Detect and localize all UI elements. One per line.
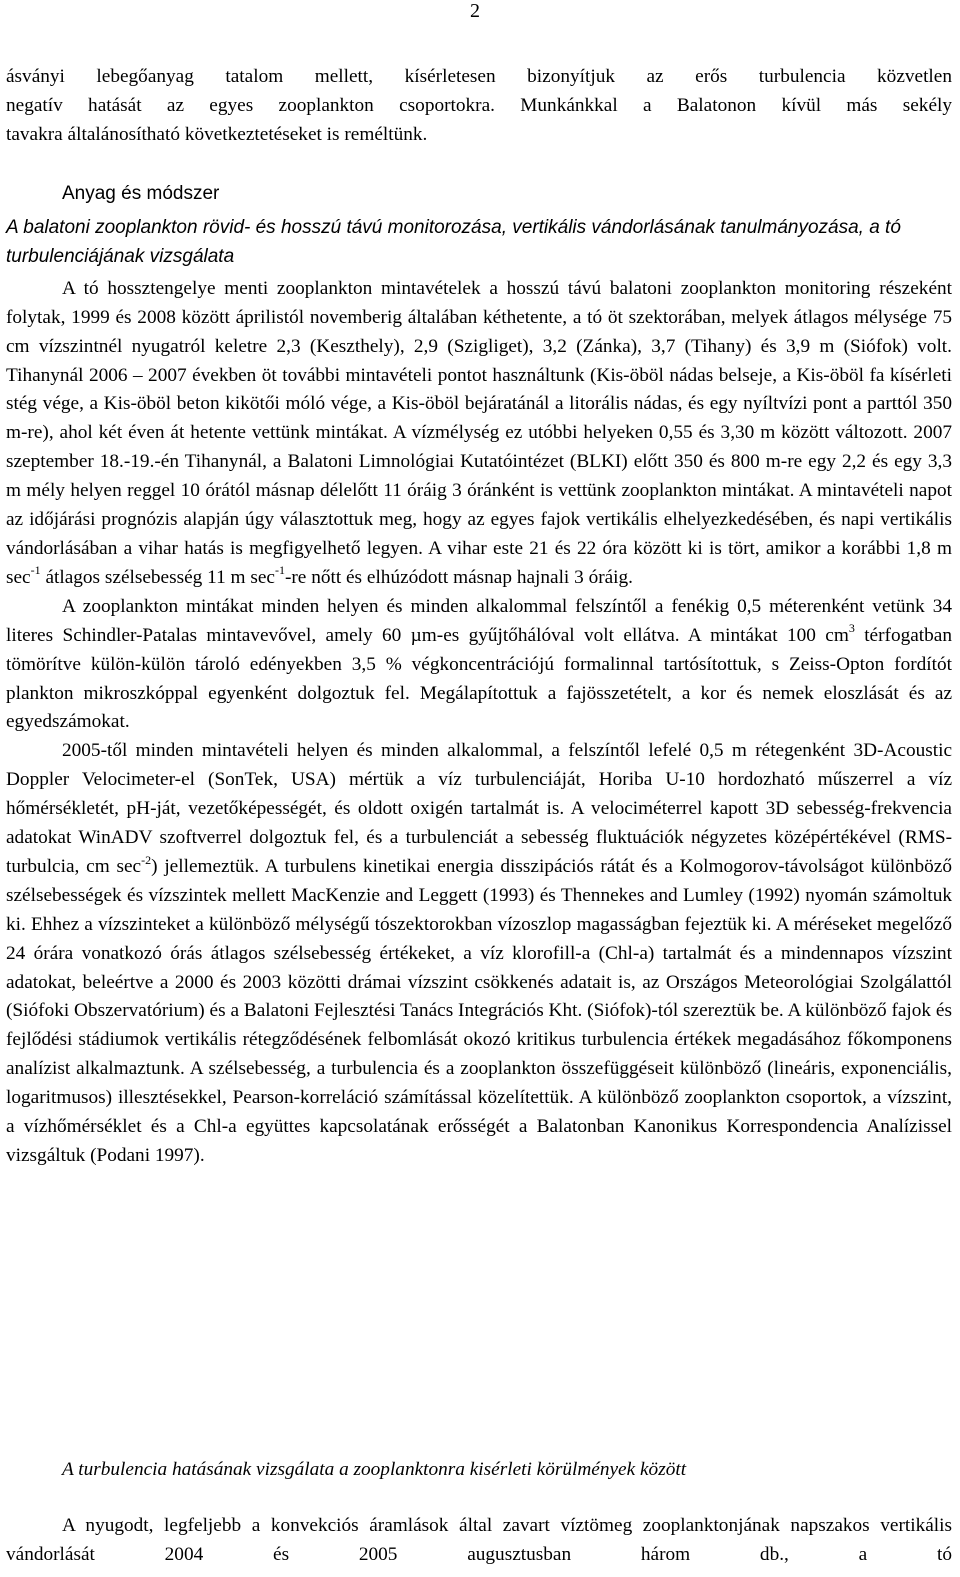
paragraph-text: térfogatban tömörítve külön-külön tároló edényekben 3,5 % végkoncentrációjú formalinnal tartósítottuk, s Zeiss-Opton fordítót plankton mikroszkóppal egyenként dolgoztuk fel. Megálapítottuk a fajösszetételt, a kor és nemek eloszlását és az egyedszámokat. bbox=[6, 624, 952, 733]
paragraph-text: A zooplankton mintákat minden helyen és minden alkalommal felszíntől a fenékig 0,5 méterenként vetünk 34 literes Schindler-Patalas mintavevővel, amely 60 µm-es gyűjtőhálóval volt ellátva. A mintákat 100 cm bbox=[6, 595, 952, 646]
paragraph-text: -re nőtt és elhúzódott másnap hajnali 3 óráig. bbox=[284, 566, 634, 588]
superscript: -1 bbox=[30, 563, 41, 578]
superscript: -1 bbox=[274, 563, 285, 578]
subheading-experiment: A turbulencia hatásának vizsgálata a zooplanktonra kisérleti körülmények között bbox=[62, 1459, 687, 1480]
paragraph-text: átlagos szélsebesség 11 m sec bbox=[40, 566, 275, 588]
intro-line: ásványi lebegőanyag tatalom mellett, kísérletesen bizonyítjuk az erős turbulencia közvetlen bbox=[6, 66, 952, 87]
paragraph-text: 2005-től minden mintavételi helyen és minden alkalommal, a felszíntől lefelé 0,5 m rétegenként 3D-Acoustic Doppler Velocimeter-el (SonTek, USA) mértük a víz turbulenciáját, Horiba U-10 hordozható műszerrel a víz hőmérsékletét, pH-ját, vezetőképességét, és oldott oxigén tartalmát is. A velociméterrel kapott 3D sebesség-frekvencia adatokat WinADV szoftverrel dolgoztuk fel, és a turbulenciát a sebesség fluktuációk négyzetes középértékével (RMS-turbulcia, cm sec bbox=[6, 740, 952, 877]
final-paragraph bbox=[6, 1512, 952, 1570]
intro-paragraph bbox=[6, 63, 952, 150]
paragraph-experiment: A nyugodt, legfeljebb a konvekciós áramlások által zavart víztömeg zooplanktonjának napszakos vertikális vándorlását 2004 és 2005 augusztusban három db., a tó bbox=[6, 1515, 952, 1565]
paragraph-sampling bbox=[6, 275, 952, 593]
section-heading: Anyag és módszer bbox=[62, 183, 220, 204]
subheading-monitoring: A balatoni zooplankton rövid- és hosszú távú monitorozása, vertikális vándorlásának tanulmányozása, a tó turbulenciájának vizsgálata bbox=[6, 217, 901, 267]
superscript: -2 bbox=[141, 852, 152, 867]
paragraph-processing bbox=[6, 593, 952, 738]
superscript: 3 bbox=[848, 621, 855, 636]
intro-line: negatív hatását az egyes zooplankton csoportokra. Munkánkkal a Balatonon kívül más sekély bbox=[6, 94, 952, 116]
intro-line: tavakra általánosítható következtetéseket is reméltünk. bbox=[6, 123, 428, 145]
paragraph-text: A tó hossztengelye menti zooplankton mintavételek a hosszú távú balatoni zooplankton monitoring részeként folytak, 1999 és 2008 között áprilistól novemberig általában kéthetente, a tó öt szektorában, melyek átlagos mélysége 75 cm vízszintnél nyugatról keletre 2,3 (Keszthely), 2,9 (Szigliget), 3,2 (Zánka), 3,7 (Tihany) és 3,9 m (Siófok) volt. Tihanynál 2006 – 2007 években öt további mintavételi pontot használtunk (Kis-öböl nádas belseje, a Kis-öböl fa kísérleti stég vége, a Kis-öböl beton kikötői móló vége, a Kis-öböl bejáratánál a litorális nádas, és egy nyíltvízi pont a parttól 350 m-re), ahol két éven át hetente vettünk mintákat. A vízmélység ez utóbbi helyeken 0,55 és 3,30 m között változott. 2007 szeptember 18.-19.-én Tihanynál, a Balatoni Limnológiai Kutatóintézet (BLKI) előtt 350 és 800 m-re egy 2,2 és egy 3,3 m mély helyen reggel 10 órától másnap délelőtt 11 óráig 3 óránként is vettünk zooplankton mintákat. A mintavételi napot az időjárási prognózis alapján úgy választottuk meg, hogy az egyes fajok vertikális elhelyezkedésében, és napi vertikális vándorlásában a vihar hatás is megfigyelhető legyen. A vihar este 21 és 22 óra között ki is tört, amikor a korábbi 1,8 m sec bbox=[6, 277, 952, 588]
page-number: 2 bbox=[470, 0, 480, 22]
section-body bbox=[6, 214, 952, 1171]
paragraph-turbulence bbox=[6, 737, 952, 1171]
paragraph-text: ) jellemeztük. A turbulens kinetikai energia disszipációs rátát és a Kolmogorov-távolságot különböző szélsebességek és vízszintek mellett MacKenzie and Leggett (1993) és Thennekes and Lumley (1992) nyomán számoltuk ki. Ehhez a vízszinteket a különböző mélységű tószektorokban vízoszlop magasságban fejeztük ki. A méréseket megelőző 24 órára vonatkozó órás átlagos szélsebesség értékeket, a víz klorofill-a (Chl-a) tartalmát és a mindennapos vízszint adatokat, beleértve a 2000 és 2003 közötti drámai vízszint csökkenés adatait is, az Országos Meteorológiai Szolgálattól (Siófoki Obszervatórium) és a Balatoni Fejlesztési Tanács Integrációs Kht. (Siófok)-tól szereztük be. A különböző fajok és fejlődési stádiumok vertikális rétegződésének felbomlását okozó kritikus turbulencia értékek megadásához főkomponens analízist alkalmaztunk. A szélsebesség, a turbulencia és a zooplankton összefüggéseit különböző (lineáris, exponenciális, logaritmusos) illesztésekkel, Pearson-korreláció számítással közelítettük. A különböző zooplankton csoportok, a vízszint, a vízhőmérséklet és a Chl-a együttes kapcsolatának erősségét a Balatonban Kanonikus Korrespondencia Analízissel vizsgáltuk (Podani 1997). bbox=[6, 855, 952, 1166]
